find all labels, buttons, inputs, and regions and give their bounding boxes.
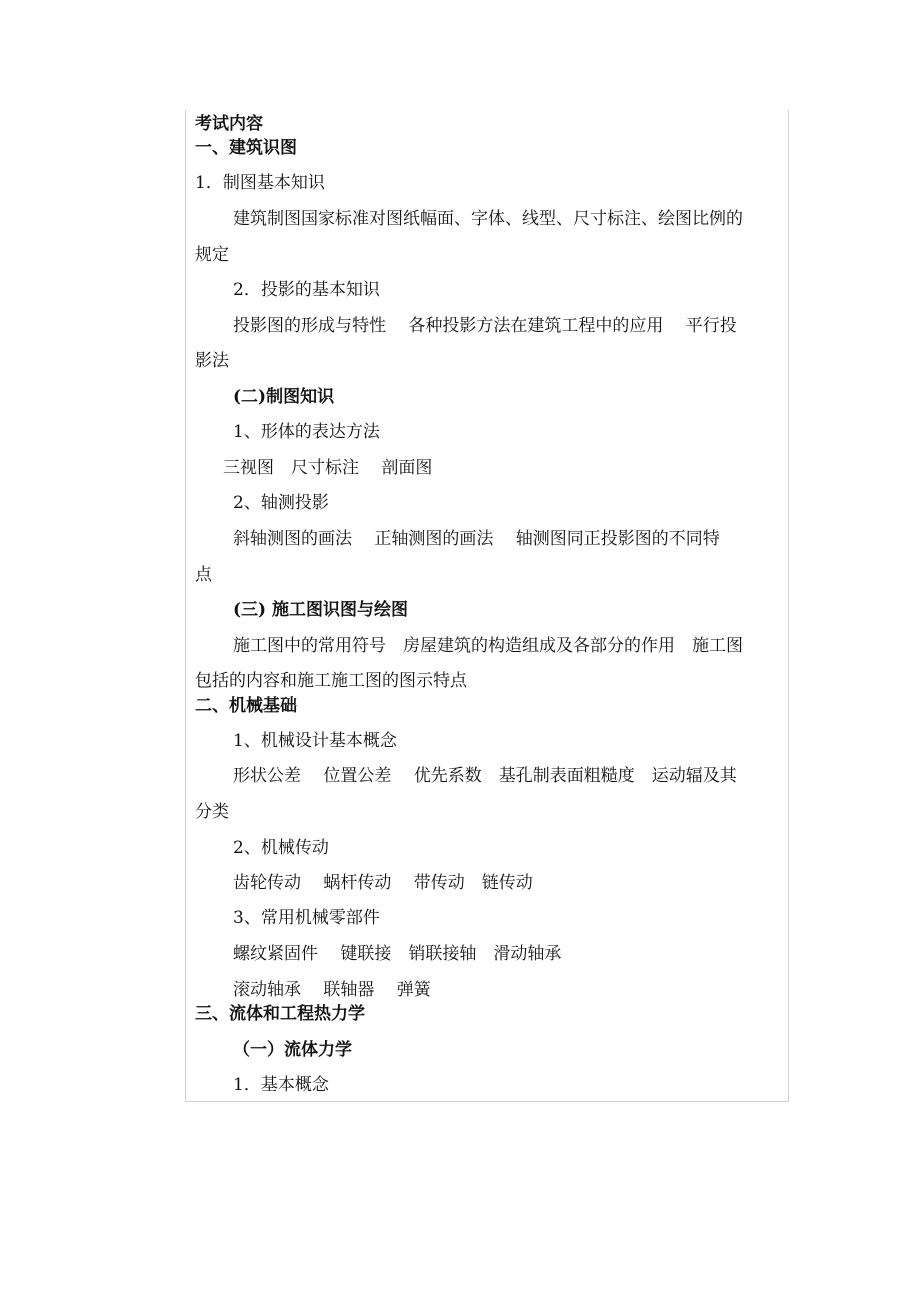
paragraph-line: 斜轴测图的画法 正轴测图的画法 轴测图同正投影图的不同特 [233, 529, 720, 549]
chapter-heading-fluid-thermodynamics: 三、流体和工程热力学 [195, 1004, 365, 1024]
paragraph-line: 包括的内容和施工施工图的图示特点 [195, 671, 467, 691]
paragraph-line: 滚动轴承 联轴器 弹簧 [233, 980, 431, 1000]
section-heading-exam-content: 考试内容 [195, 114, 263, 134]
subheading-mechanical-parts: 3、常用机械零部件 [233, 908, 380, 928]
paragraph-line: 规定 [195, 245, 229, 265]
paragraph-line: 形状公差 位置公差 优先系数 基孔制表面粗糙度 运动辐及其 [233, 766, 737, 786]
paragraph-line: 分类 [195, 802, 229, 822]
paragraph-line: 投影图的形成与特性 各种投影方法在建筑工程中的应用 平行投 [233, 316, 737, 336]
subheading-shape-expression: 1、形体的表达方法 [233, 422, 380, 442]
subsection-heading-construction-drawing: (三) 施工图识图与绘图 [233, 600, 409, 620]
subheading-basic-concepts: 1．基本概念 [233, 1075, 329, 1095]
paragraph-line: 齿轮传动 蜗杆传动 带传动 链传动 [233, 873, 533, 893]
paragraph-line: 螺纹紧固件 键联接 销联接轴 滑动轴承 [233, 944, 562, 964]
paragraph-line: 三视图 尺寸标注 剖面图 [223, 458, 433, 478]
chapter-heading-mechanical: 二、机械基础 [195, 696, 297, 716]
paragraph-line: 建筑制图国家标准对图纸幅面、字体、线型、尺寸标注、绘图比例的 [233, 209, 743, 229]
subsection-heading-fluid-mechanics: （一）流体力学 [233, 1040, 352, 1060]
subsection-heading-drawing-knowledge: (二)制图知识 [233, 387, 335, 407]
paragraph-line: 影法 [195, 351, 229, 371]
paragraph-line: 点 [195, 565, 212, 585]
subheading-drawing-basics: 1．制图基本知识 [195, 173, 325, 193]
chapter-heading-architecture: 一、建筑识图 [195, 138, 297, 158]
subheading-mechanical-transmission: 2、机械传动 [233, 838, 329, 858]
subheading-mechanical-design: 1、机械设计基本概念 [233, 731, 397, 751]
subheading-projection: 2．投影的基本知识 [233, 280, 380, 300]
paragraph-line: 施工图中的常用符号 房屋建筑的构造组成及各部分的作用 施工图 [233, 636, 743, 656]
subheading-axonometric: 2、轴测投影 [233, 493, 329, 513]
